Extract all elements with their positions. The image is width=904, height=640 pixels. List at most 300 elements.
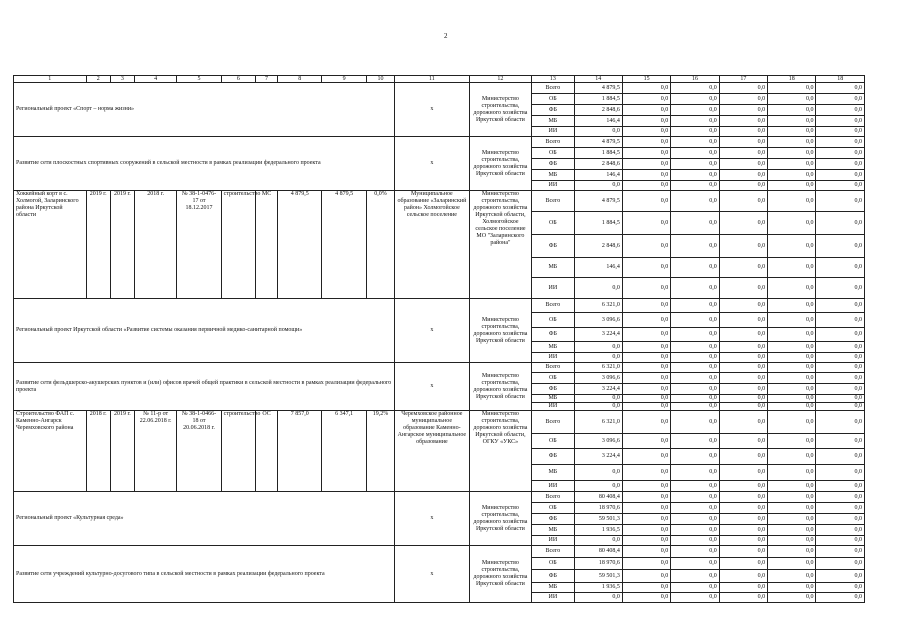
funding-value: 0,0 — [719, 546, 767, 558]
funding-source: ИИ — [532, 536, 574, 546]
funding-source: ФБ — [532, 384, 574, 395]
responsible-executor: Министерство строительства, дорожного хозяйства Иркутской области — [469, 299, 532, 363]
funding-value: 0,0 — [768, 525, 816, 536]
row-name: Региональный проект «Культурная среда» — [14, 492, 395, 546]
funding-value: 0,0 — [816, 395, 865, 403]
funding-source: Всего — [532, 83, 574, 94]
funding-value: 0,0 — [816, 536, 865, 546]
funding-value: 0,0 — [719, 235, 767, 258]
table-row — [14, 299, 865, 313]
funding-value: 0,0 — [816, 449, 865, 465]
funding-value: 0,0 — [622, 384, 670, 395]
object-c5: № 38-1-0476-17 от 18.12.2017 — [177, 191, 221, 299]
object-c10: 0,0% — [366, 191, 394, 299]
funding-value: 0,0 — [622, 583, 670, 593]
funding-value: 0,0 — [622, 503, 670, 514]
funding-value: 0,0 — [719, 558, 767, 570]
funding-source: МБ — [532, 116, 574, 127]
funding-value: 0,0 — [622, 570, 670, 583]
column-number: 18 — [816, 76, 865, 83]
funding-source: ОБ — [532, 434, 574, 449]
table-row — [14, 546, 865, 558]
funding-source: ОБ — [532, 373, 574, 384]
funding-value: 0,0 — [671, 191, 719, 212]
col11-cell: х — [395, 492, 470, 546]
funding-value: 0,0 — [816, 384, 865, 395]
funding-value: 0,0 — [768, 434, 816, 449]
funding-value: 3 224,4 — [574, 449, 622, 465]
funding-value: 18 970,6 — [574, 558, 622, 570]
col11-cell: Муниципальное образование «Заларинский район» Холмогойское сельское поселение — [395, 191, 470, 299]
col11-cell: х — [395, 137, 470, 191]
funding-value: 0,0 — [671, 159, 719, 170]
funding-value: 0,0 — [574, 395, 622, 403]
funding-value: 6 321,0 — [574, 363, 622, 373]
funding-value: 0,0 — [768, 403, 816, 411]
funding-value: 0,0 — [816, 137, 865, 148]
funding-value: 0,0 — [816, 278, 865, 299]
funding-value: 0,0 — [816, 159, 865, 170]
object-c10: 19,2% — [366, 411, 394, 492]
funding-source: Всего — [532, 191, 574, 212]
funding-value: 0,0 — [768, 105, 816, 116]
funding-value: 0,0 — [719, 363, 767, 373]
funding-value: 0,0 — [671, 363, 719, 373]
funding-value: 0,0 — [671, 395, 719, 403]
page-number: 2 — [444, 32, 448, 40]
funding-value: 4 879,5 — [574, 83, 622, 94]
object-c8: 4 879,5 — [278, 191, 322, 299]
funding-value: 0,0 — [816, 363, 865, 373]
funding-value: 0,0 — [622, 525, 670, 536]
funding-source: ОБ — [532, 212, 574, 235]
funding-value: 0,0 — [816, 593, 865, 603]
row-name: Региональный проект Иркутской области «Развитие системы оказания первичной медико-санитарной помощи» — [14, 299, 395, 363]
funding-value: 0,0 — [816, 170, 865, 181]
funding-source: ИИ — [532, 353, 574, 363]
funding-value: 0,0 — [671, 353, 719, 363]
funding-value: 0,0 — [768, 159, 816, 170]
funding-value: 0,0 — [671, 481, 719, 492]
funding-value: 0,0 — [768, 583, 816, 593]
funding-value: 0,0 — [816, 342, 865, 353]
funding-value: 0,0 — [768, 373, 816, 384]
funding-value: 0,0 — [816, 299, 865, 313]
funding-value: 1 884,5 — [574, 148, 622, 159]
funding-value: 0,0 — [768, 148, 816, 159]
funding-value: 0,0 — [671, 492, 719, 503]
column-number: 18 — [768, 76, 816, 83]
funding-value: 0,0 — [671, 299, 719, 313]
object-c7: ОС — [255, 411, 277, 492]
col11-cell: х — [395, 299, 470, 363]
funding-value: 0,0 — [768, 465, 816, 481]
funding-value: 0,0 — [768, 395, 816, 403]
funding-value: 0,0 — [622, 395, 670, 403]
funding-value: 0,0 — [671, 313, 719, 328]
funding-value: 0,0 — [719, 583, 767, 593]
table-row — [14, 492, 865, 503]
funding-source: МБ — [532, 525, 574, 536]
col11-cell: Черемховское районное муниципальное образование Каменно-Ангарское муниципальное образование — [395, 411, 470, 492]
funding-value: 0,0 — [719, 411, 767, 434]
funding-value: 0,0 — [816, 127, 865, 137]
funding-value: 0,0 — [816, 258, 865, 278]
funding-value: 0,0 — [719, 105, 767, 116]
funding-value: 0,0 — [768, 94, 816, 105]
funding-value: 0,0 — [671, 342, 719, 353]
table-row — [14, 83, 865, 94]
funding-value: 0,0 — [719, 137, 767, 148]
funding-value: 0,0 — [719, 116, 767, 127]
funding-value: 0,0 — [719, 449, 767, 465]
funding-value: 0,0 — [574, 593, 622, 603]
funding-value: 0,0 — [671, 258, 719, 278]
funding-value: 0,0 — [671, 83, 719, 94]
object-c9: 4 879,5 — [322, 191, 366, 299]
funding-value: 146,4 — [574, 170, 622, 181]
column-number: 4 — [134, 76, 176, 83]
funding-value: 2 848,6 — [574, 235, 622, 258]
funding-value: 0,0 — [719, 94, 767, 105]
column-number: 5 — [177, 76, 221, 83]
funding-value: 0,0 — [768, 278, 816, 299]
funding-source: Всего — [532, 363, 574, 373]
responsible-executor: Министерство строительства, дорожного хозяйства Иркутской области — [469, 83, 532, 137]
funding-value: 0,0 — [622, 235, 670, 258]
funding-value: 80 408,4 — [574, 492, 622, 503]
funding-value: 0,0 — [622, 342, 670, 353]
funding-value: 0,0 — [719, 258, 767, 278]
object-c3: 2019 г. — [110, 191, 134, 299]
funding-value: 0,0 — [671, 137, 719, 148]
funding-value: 0,0 — [719, 313, 767, 328]
funding-value: 0,0 — [622, 328, 670, 342]
funding-value: 0,0 — [622, 546, 670, 558]
funding-value: 0,0 — [719, 525, 767, 536]
funding-value: 0,0 — [768, 191, 816, 212]
funding-source: ФБ — [532, 328, 574, 342]
funding-value: 0,0 — [574, 181, 622, 191]
funding-value: 0,0 — [768, 342, 816, 353]
funding-value: 0,0 — [719, 503, 767, 514]
object-name: Хоккейный корт в с. Холмогой, Заларинского района Иркутской области — [14, 191, 87, 299]
funding-value: 0,0 — [622, 137, 670, 148]
responsible-executor: Министерство строительства, дорожного хозяйства Иркутской области, Холмогойское сельское поселение МО "Заларинского района" — [469, 191, 532, 299]
funding-value: 0,0 — [671, 546, 719, 558]
funding-value: 1 936,5 — [574, 583, 622, 593]
funding-value: 0,0 — [671, 212, 719, 235]
funding-value: 146,4 — [574, 116, 622, 127]
funding-source: Всего — [532, 411, 574, 434]
funding-value: 0,0 — [719, 191, 767, 212]
column-number: 15 — [622, 76, 670, 83]
funding-value: 0,0 — [816, 235, 865, 258]
funding-value: 0,0 — [671, 593, 719, 603]
funding-value: 0,0 — [574, 342, 622, 353]
funding-value: 0,0 — [671, 328, 719, 342]
funding-value: 3 224,4 — [574, 328, 622, 342]
row-name: Развитие сети плоскостных спортивных сооружений в сельской местности в рамках реализации федерального проекта — [14, 137, 395, 191]
funding-value: 0,0 — [719, 481, 767, 492]
funding-value: 0,0 — [671, 570, 719, 583]
funding-value: 0,0 — [671, 465, 719, 481]
funding-value: 0,0 — [768, 181, 816, 191]
funding-value: 59 501,3 — [574, 514, 622, 525]
funding-source: ОБ — [532, 313, 574, 328]
row-name: Развитие сети учреждений культурно-досугового типа в сельской местности в рамках реализации федерального проекта — [14, 546, 395, 603]
column-number: 2 — [86, 76, 110, 83]
funding-value: 0,0 — [816, 465, 865, 481]
funding-value: 0,0 — [816, 583, 865, 593]
funding-value: 0,0 — [768, 83, 816, 94]
funding-value: 0,0 — [719, 434, 767, 449]
funding-value: 0,0 — [816, 148, 865, 159]
funding-value: 0,0 — [622, 94, 670, 105]
funding-value: 59 501,3 — [574, 570, 622, 583]
funding-value: 3 096,6 — [574, 313, 622, 328]
funding-value: 6 321,0 — [574, 411, 622, 434]
funding-value: 0,0 — [622, 593, 670, 603]
funding-value: 0,0 — [671, 235, 719, 258]
column-number: 12 — [469, 76, 532, 83]
funding-value: 0,0 — [816, 116, 865, 127]
column-number: 1 — [14, 76, 87, 83]
object-name: Строительство ФАП с. Каменно-Ангарск Черемховского района — [14, 411, 87, 492]
funding-value: 0,0 — [671, 558, 719, 570]
funding-value: 0,0 — [719, 342, 767, 353]
table-row — [14, 137, 865, 148]
funding-value: 1 936,5 — [574, 525, 622, 536]
funding-value: 0,0 — [671, 384, 719, 395]
funding-source: МБ — [532, 395, 574, 403]
funding-value: 0,0 — [719, 159, 767, 170]
funding-value: 0,0 — [719, 536, 767, 546]
funding-value: 0,0 — [622, 181, 670, 191]
funding-value: 0,0 — [671, 116, 719, 127]
funding-value: 0,0 — [622, 148, 670, 159]
object-c3: 2019 г. — [110, 411, 134, 492]
funding-value: 0,0 — [671, 536, 719, 546]
column-number: 10 — [366, 76, 394, 83]
funding-value: 0,0 — [622, 363, 670, 373]
row-name: Развитие сети фельдшерско-акушерских пунктов и (или) офисов врачей общей практики в сельской местности в рамках реализации федерального проекта — [14, 363, 395, 411]
funding-value: 0,0 — [622, 313, 670, 328]
funding-value: 0,0 — [671, 127, 719, 137]
funding-value: 0,0 — [622, 353, 670, 363]
col11-cell: х — [395, 363, 470, 411]
funding-value: 0,0 — [768, 481, 816, 492]
column-number: 7 — [255, 76, 277, 83]
funding-value: 0,0 — [768, 384, 816, 395]
funding-value: 0,0 — [622, 116, 670, 127]
funding-value: 0,0 — [768, 536, 816, 546]
funding-source: ФБ — [532, 105, 574, 116]
funding-source: ИИ — [532, 593, 574, 603]
funding-value: 0,0 — [671, 403, 719, 411]
funding-source: Всего — [532, 137, 574, 148]
object-c2: 2018 г. — [86, 411, 110, 492]
funding-source: ФБ — [532, 159, 574, 170]
funding-value: 3 096,6 — [574, 434, 622, 449]
funding-value: 0,0 — [622, 299, 670, 313]
funding-value: 0,0 — [719, 403, 767, 411]
funding-source: МБ — [532, 258, 574, 278]
funding-value: 2 848,6 — [574, 105, 622, 116]
funding-value: 0,0 — [816, 481, 865, 492]
funding-value: 0,0 — [719, 514, 767, 525]
funding-value: 0,0 — [768, 503, 816, 514]
funding-value: 0,0 — [768, 363, 816, 373]
funding-source: ФБ — [532, 449, 574, 465]
funding-value: 0,0 — [719, 570, 767, 583]
funding-value: 0,0 — [574, 403, 622, 411]
object-c4: 2018 г. — [134, 191, 176, 299]
funding-value: 0,0 — [622, 212, 670, 235]
funding-value: 0,0 — [719, 299, 767, 313]
funding-value: 0,0 — [768, 299, 816, 313]
funding-value: 0,0 — [622, 373, 670, 384]
funding-source: ИИ — [532, 181, 574, 191]
object-c5: № 38-1-0466-18 от 20.06.2018 г. — [177, 411, 221, 492]
funding-value: 0,0 — [574, 353, 622, 363]
funding-source: ФБ — [532, 235, 574, 258]
funding-value: 0,0 — [768, 449, 816, 465]
funding-source: ИИ — [532, 278, 574, 299]
funding-value: 0,0 — [768, 313, 816, 328]
funding-value: 2 848,6 — [574, 159, 622, 170]
column-number: 16 — [671, 76, 719, 83]
object-c8: 7 857,0 — [278, 411, 322, 492]
funding-value: 0,0 — [768, 116, 816, 127]
funding-value: 0,0 — [671, 148, 719, 159]
funding-value: 0,0 — [816, 191, 865, 212]
responsible-executor: Министерство строительства, дорожного хозяйства Иркутской области — [469, 137, 532, 191]
financing-table — [13, 75, 865, 603]
funding-value: 0,0 — [816, 181, 865, 191]
funding-value: 0,0 — [671, 105, 719, 116]
funding-value: 0,0 — [816, 353, 865, 363]
funding-value: 0,0 — [816, 328, 865, 342]
funding-value: 0,0 — [768, 353, 816, 363]
funding-source: ФБ — [532, 514, 574, 525]
funding-value: 0,0 — [768, 328, 816, 342]
funding-source: Всего — [532, 546, 574, 558]
funding-value: 0,0 — [768, 258, 816, 278]
funding-value: 0,0 — [622, 403, 670, 411]
funding-value: 146,4 — [574, 258, 622, 278]
funding-source: ИИ — [532, 403, 574, 411]
funding-value: 0,0 — [622, 481, 670, 492]
object-c2: 2019 г. — [86, 191, 110, 299]
funding-value: 0,0 — [719, 395, 767, 403]
funding-value: 0,0 — [816, 570, 865, 583]
funding-source: ИИ — [532, 127, 574, 137]
funding-value: 0,0 — [622, 170, 670, 181]
funding-value: 0,0 — [816, 313, 865, 328]
funding-value: 0,0 — [671, 525, 719, 536]
object-c7: МС — [255, 191, 277, 299]
funding-value: 0,0 — [719, 278, 767, 299]
funding-value: 0,0 — [574, 536, 622, 546]
funding-value: 0,0 — [719, 181, 767, 191]
object-c4: № 11-р от 22.06.2018 г. — [134, 411, 176, 492]
funding-value: 0,0 — [671, 94, 719, 105]
table-row — [14, 363, 865, 373]
object-c6: строительство — [221, 411, 255, 492]
funding-value: 0,0 — [574, 465, 622, 481]
funding-value: 0,0 — [622, 411, 670, 434]
funding-value: 0,0 — [622, 434, 670, 449]
funding-value: 0,0 — [622, 558, 670, 570]
funding-value: 0,0 — [768, 127, 816, 137]
column-number: 9 — [322, 76, 366, 83]
funding-source: МБ — [532, 342, 574, 353]
table-row — [14, 411, 865, 434]
funding-source: ОБ — [532, 94, 574, 105]
funding-value: 0,0 — [719, 328, 767, 342]
funding-value: 0,0 — [816, 434, 865, 449]
column-number-row — [14, 76, 865, 83]
funding-value: 80 408,4 — [574, 546, 622, 558]
col11-cell: х — [395, 83, 470, 137]
funding-value: 0,0 — [719, 373, 767, 384]
funding-value: 0,0 — [768, 593, 816, 603]
responsible-executor: Министерство строительства, дорожного хозяйства Иркутской области, ОГКУ «УКС» — [469, 411, 532, 492]
funding-value: 6 321,0 — [574, 299, 622, 313]
funding-source: ИИ — [532, 481, 574, 492]
funding-source: ОБ — [532, 558, 574, 570]
funding-value: 0,0 — [671, 583, 719, 593]
funding-value: 0,0 — [719, 170, 767, 181]
funding-value: 0,0 — [768, 411, 816, 434]
funding-value: 0,0 — [671, 181, 719, 191]
funding-value: 0,0 — [671, 411, 719, 434]
column-number: 3 — [110, 76, 134, 83]
column-number: 13 — [532, 76, 574, 83]
funding-value: 0,0 — [816, 403, 865, 411]
funding-value: 0,0 — [816, 503, 865, 514]
funding-value: 0,0 — [574, 481, 622, 492]
funding-source: ОБ — [532, 503, 574, 514]
funding-value: 0,0 — [816, 212, 865, 235]
funding-source: Всего — [532, 492, 574, 503]
funding-value: 0,0 — [622, 514, 670, 525]
funding-value: 0,0 — [622, 258, 670, 278]
funding-value: 0,0 — [816, 525, 865, 536]
funding-value: 0,0 — [622, 492, 670, 503]
funding-value: 0,0 — [622, 191, 670, 212]
funding-value: 1 884,5 — [574, 94, 622, 105]
funding-value: 3 224,4 — [574, 384, 622, 395]
funding-value: 0,0 — [622, 159, 670, 170]
funding-value: 0,0 — [622, 278, 670, 299]
funding-value: 0,0 — [671, 449, 719, 465]
funding-value: 0,0 — [768, 570, 816, 583]
responsible-executor: Министерство строительства, дорожного хозяйства Иркутской области — [469, 546, 532, 603]
funding-value: 0,0 — [622, 127, 670, 137]
funding-value: 0,0 — [816, 83, 865, 94]
funding-value: 0,0 — [816, 94, 865, 105]
funding-value: 0,0 — [816, 514, 865, 525]
funding-value: 0,0 — [768, 235, 816, 258]
funding-value: 0,0 — [719, 127, 767, 137]
funding-value: 0,0 — [719, 384, 767, 395]
funding-value: 0,0 — [671, 373, 719, 384]
funding-value: 0,0 — [574, 278, 622, 299]
funding-value: 0,0 — [816, 105, 865, 116]
funding-value: 0,0 — [816, 411, 865, 434]
